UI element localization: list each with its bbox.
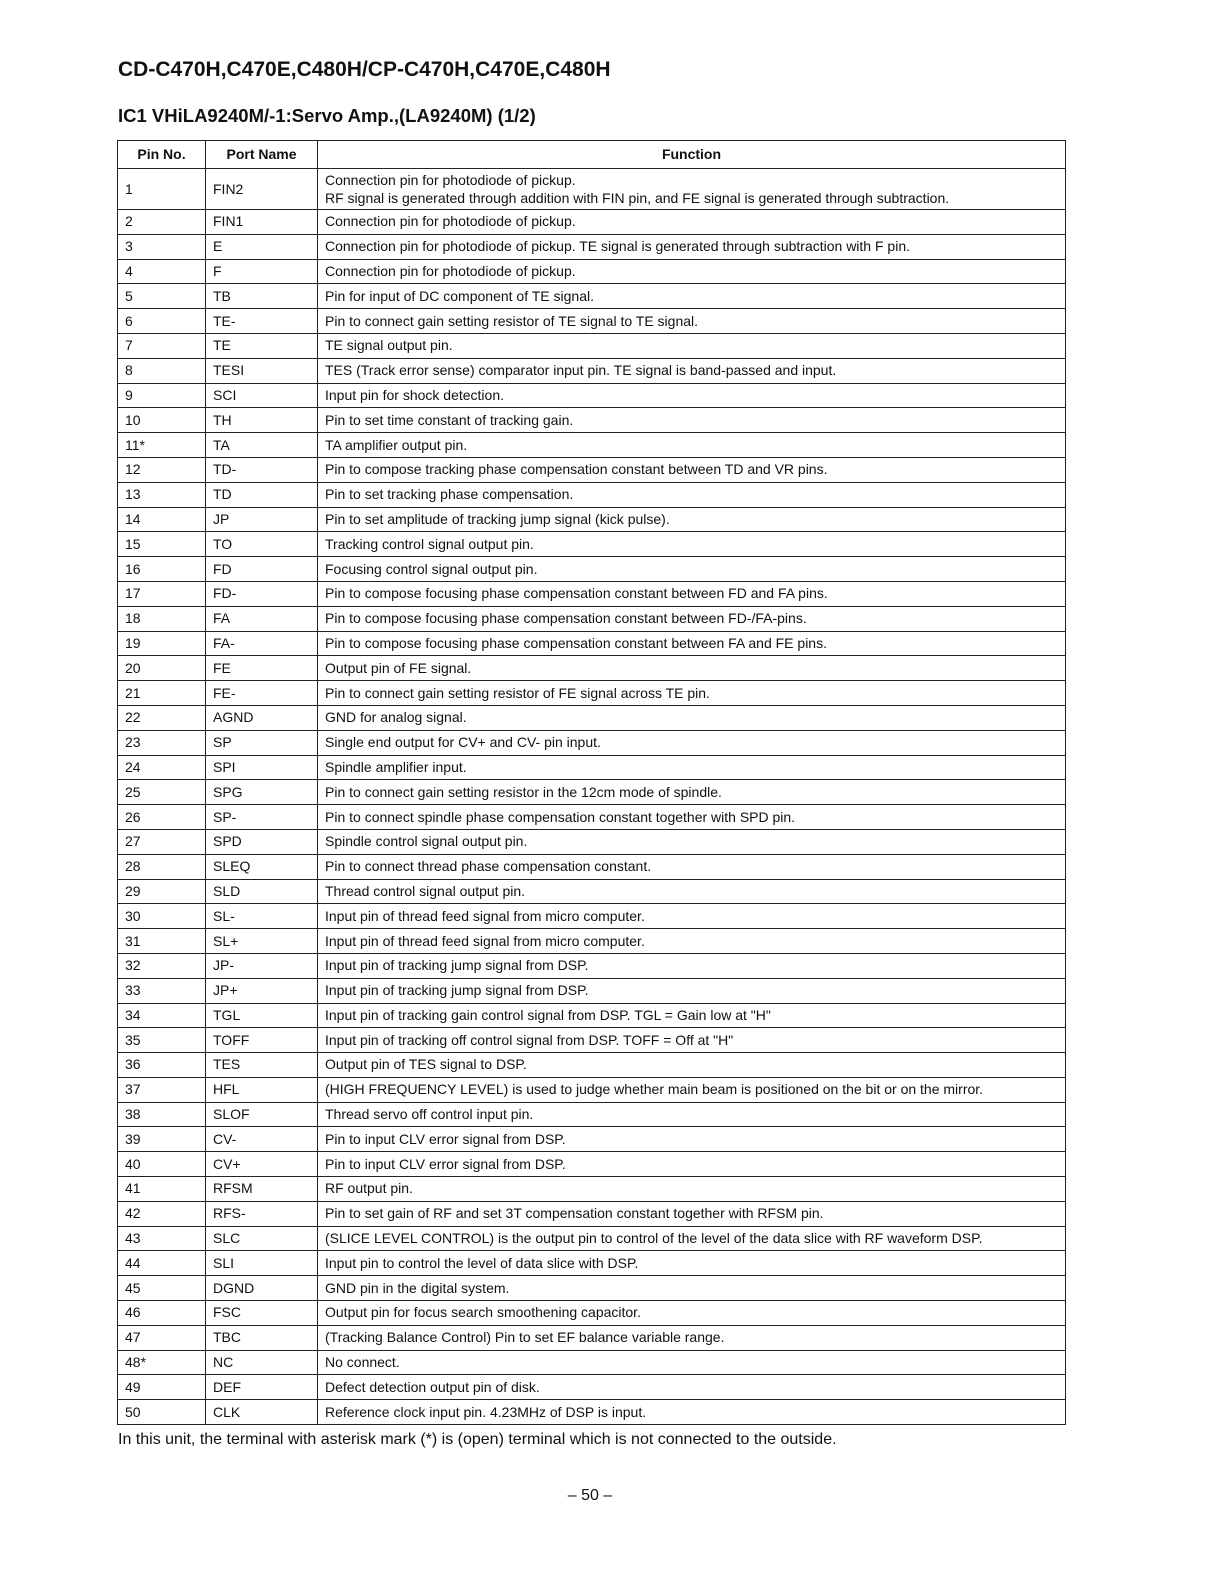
function-cell: Focusing control signal output pin. xyxy=(318,557,1066,582)
table-row xyxy=(118,730,1066,755)
table-row xyxy=(118,1127,1066,1152)
pin-number-cell: 43 xyxy=(118,1226,206,1251)
port-name-cell: TD xyxy=(206,482,318,507)
port-name-cell: TH xyxy=(206,408,318,433)
function-line: Connection pin for photodiode of pickup. xyxy=(325,172,576,188)
table-row xyxy=(118,681,1066,706)
function-cell: Input pin of tracking off control signal from DSP. TOFF = Off at "H" xyxy=(318,1028,1066,1053)
port-name-cell: FA- xyxy=(206,631,318,656)
table-row xyxy=(118,383,1066,408)
pin-number-cell: 4 xyxy=(118,259,206,284)
pin-number-cell: 2 xyxy=(118,210,206,235)
function-cell: Pin to set gain of RF and set 3T compensation constant together with RFSM pin. xyxy=(318,1201,1066,1226)
port-name-cell: SCI xyxy=(206,383,318,408)
function-cell: Spindle amplifier input. xyxy=(318,755,1066,780)
table-row xyxy=(118,879,1066,904)
port-name-cell: JP- xyxy=(206,953,318,978)
pin-number-cell: 46 xyxy=(118,1301,206,1326)
pin-number-cell: 10 xyxy=(118,408,206,433)
function-cell: Input pin of tracking jump signal from DSP. xyxy=(318,953,1066,978)
header-pin-no: Pin No. xyxy=(118,141,206,169)
pin-number-cell: 34 xyxy=(118,1003,206,1028)
function-cell: Pin to compose tracking phase compensation constant between TD and VR pins. xyxy=(318,457,1066,482)
port-name-cell: FSC xyxy=(206,1301,318,1326)
function-cell: Input pin of thread feed signal from micro computer. xyxy=(318,904,1066,929)
table-row xyxy=(118,358,1066,383)
pin-number-cell: 12 xyxy=(118,457,206,482)
function-cell: GND for analog signal. xyxy=(318,705,1066,730)
pin-number-cell: 35 xyxy=(118,1028,206,1053)
table-row xyxy=(118,755,1066,780)
port-name-cell: FE- xyxy=(206,681,318,706)
header-port-name: Port Name xyxy=(206,141,318,169)
port-name-cell: TE xyxy=(206,333,318,358)
pin-number-cell: 47 xyxy=(118,1325,206,1350)
function-cell: Pin to set time constant of tracking gain. xyxy=(318,408,1066,433)
port-name-cell: AGND xyxy=(206,705,318,730)
pin-number-cell: 44 xyxy=(118,1251,206,1276)
function-cell: Pin to connect thread phase compensation constant. xyxy=(318,854,1066,879)
table-row xyxy=(118,854,1066,879)
pin-number-cell: 26 xyxy=(118,805,206,830)
port-name-cell: SL- xyxy=(206,904,318,929)
port-name-cell: NC xyxy=(206,1350,318,1375)
footnote: In this unit, the terminal with asterisk mark (*) is (open) terminal which is not connected to the outside. xyxy=(118,1431,837,1448)
function-cell: Defect detection output pin of disk. xyxy=(318,1375,1066,1400)
function-cell: Input pin of thread feed signal from micro computer. xyxy=(318,929,1066,954)
table-row xyxy=(118,929,1066,954)
pin-number-cell: 6 xyxy=(118,309,206,334)
port-name-cell: RFSM xyxy=(206,1177,318,1202)
port-name-cell: SLD xyxy=(206,879,318,904)
port-name-cell: SLEQ xyxy=(206,854,318,879)
port-name-cell: JP+ xyxy=(206,978,318,1003)
pin-number-cell: 11* xyxy=(118,433,206,458)
pin-number-cell: 32 xyxy=(118,953,206,978)
port-name-cell: F xyxy=(206,259,318,284)
port-name-cell: SPG xyxy=(206,780,318,805)
port-name-cell: SL+ xyxy=(206,929,318,954)
pin-number-cell: 19 xyxy=(118,631,206,656)
function-cell: Pin to input CLV error signal from DSP. xyxy=(318,1152,1066,1177)
function-line: RF signal is generated through addition with FIN pin, and FE signal is generated through subtraction. xyxy=(325,190,950,206)
function-cell: TES (Track error sense) comparator input pin. TE signal is band-passed and input. xyxy=(318,358,1066,383)
table-row xyxy=(118,631,1066,656)
pin-number-cell: 13 xyxy=(118,482,206,507)
port-name-cell: JP xyxy=(206,507,318,532)
pin-number-cell: 40 xyxy=(118,1152,206,1177)
function-cell: TE signal output pin. xyxy=(318,333,1066,358)
port-name-cell: SPI xyxy=(206,755,318,780)
function-cell: Pin to set amplitude of tracking jump signal (kick pulse). xyxy=(318,507,1066,532)
port-name-cell: RFS- xyxy=(206,1201,318,1226)
pin-number-cell: 27 xyxy=(118,829,206,854)
port-name-cell: CV+ xyxy=(206,1152,318,1177)
table-row xyxy=(118,557,1066,582)
function-cell: Pin for input of DC component of TE signal. xyxy=(318,284,1066,309)
port-name-cell: FIN2 xyxy=(206,169,318,210)
function-cell: Pin to connect spindle phase compensation constant together with SPD pin. xyxy=(318,805,1066,830)
port-name-cell: SLOF xyxy=(206,1102,318,1127)
table-row xyxy=(118,259,1066,284)
table-row xyxy=(118,1400,1066,1425)
table-row xyxy=(118,284,1066,309)
table-row xyxy=(118,606,1066,631)
function-cell: Input pin of tracking gain control signal from DSP. TGL = Gain low at "H" xyxy=(318,1003,1066,1028)
port-name-cell: HFL xyxy=(206,1077,318,1102)
table-row xyxy=(118,1226,1066,1251)
function-cell: Pin to connect gain setting resistor of FE signal across TE pin. xyxy=(318,681,1066,706)
pin-number-cell: 15 xyxy=(118,532,206,557)
table-row xyxy=(118,169,1066,210)
table-row xyxy=(118,1102,1066,1127)
table-body xyxy=(118,169,1066,1425)
function-cell: Thread servo off control input pin. xyxy=(318,1102,1066,1127)
table-row xyxy=(118,1276,1066,1301)
function-cell: Reference clock input pin. 4.23MHz of DSP is input. xyxy=(318,1400,1066,1425)
pin-number-cell: 42 xyxy=(118,1201,206,1226)
function-cell xyxy=(318,169,1066,210)
pin-number-cell: 17 xyxy=(118,581,206,606)
port-name-cell: DEF xyxy=(206,1375,318,1400)
table-row xyxy=(118,532,1066,557)
function-cell: Input pin for shock detection. xyxy=(318,383,1066,408)
table-row xyxy=(118,1003,1066,1028)
pin-number-cell: 3 xyxy=(118,234,206,259)
port-name-cell: CV- xyxy=(206,1127,318,1152)
port-name-cell: FIN1 xyxy=(206,210,318,235)
port-name-cell: TO xyxy=(206,532,318,557)
table-row xyxy=(118,210,1066,235)
function-cell: Pin to set tracking phase compensation. xyxy=(318,482,1066,507)
table-row xyxy=(118,309,1066,334)
table-row xyxy=(118,457,1066,482)
pin-number-cell: 16 xyxy=(118,557,206,582)
table-row xyxy=(118,482,1066,507)
header-function: Function xyxy=(318,141,1066,169)
port-name-cell: TBC xyxy=(206,1325,318,1350)
port-name-cell: CLK xyxy=(206,1400,318,1425)
function-cell: (Tracking Balance Control) Pin to set EF balance variable range. xyxy=(318,1325,1066,1350)
pin-number-cell: 45 xyxy=(118,1276,206,1301)
pin-function-table xyxy=(117,140,1066,1425)
pin-number-cell: 33 xyxy=(118,978,206,1003)
table-row xyxy=(118,433,1066,458)
port-name-cell: TE- xyxy=(206,309,318,334)
table-row xyxy=(118,805,1066,830)
pin-number-cell: 41 xyxy=(118,1177,206,1202)
function-cell: (HIGH FREQUENCY LEVEL) is used to judge whether main beam is positioned on the bit or on the mirror. xyxy=(318,1077,1066,1102)
port-name-cell: SPD xyxy=(206,829,318,854)
table-row xyxy=(118,1053,1066,1078)
function-cell: TA amplifier output pin. xyxy=(318,433,1066,458)
function-cell: Thread control signal output pin. xyxy=(318,879,1066,904)
table-row xyxy=(118,1251,1066,1276)
function-cell: Pin to connect gain setting resistor in the 12cm mode of spindle. xyxy=(318,780,1066,805)
pin-number-cell: 7 xyxy=(118,333,206,358)
pin-number-cell: 37 xyxy=(118,1077,206,1102)
table-row xyxy=(118,1325,1066,1350)
function-cell: Output pin of TES signal to DSP. xyxy=(318,1053,1066,1078)
table-row xyxy=(118,1301,1066,1326)
function-cell: Output pin for focus search smoothening capacitor. xyxy=(318,1301,1066,1326)
function-cell: (SLICE LEVEL CONTROL) is the output pin to control of the level of the data slice with RF waveform DSP. xyxy=(318,1226,1066,1251)
table-row xyxy=(118,1028,1066,1053)
function-cell: Output pin of FE signal. xyxy=(318,656,1066,681)
function-cell: Pin to input CLV error signal from DSP. xyxy=(318,1127,1066,1152)
model-title: CD-C470H,C470E,C480H/CP-C470H,C470E,C480H xyxy=(118,58,611,81)
function-cell: Single end output for CV+ and CV- pin input. xyxy=(318,730,1066,755)
port-name-cell: SP- xyxy=(206,805,318,830)
function-cell: RF output pin. xyxy=(318,1177,1066,1202)
pin-number-cell: 14 xyxy=(118,507,206,532)
port-name-cell: FD xyxy=(206,557,318,582)
function-cell: Pin to connect gain setting resistor of TE signal to TE signal. xyxy=(318,309,1066,334)
table-header-row xyxy=(118,141,1066,169)
pin-number-cell: 31 xyxy=(118,929,206,954)
function-cell: Pin to compose focusing phase compensation constant between FA and FE pins. xyxy=(318,631,1066,656)
port-name-cell: DGND xyxy=(206,1276,318,1301)
table-row xyxy=(118,904,1066,929)
pin-number-cell: 50 xyxy=(118,1400,206,1425)
table-row xyxy=(118,507,1066,532)
table-row xyxy=(118,333,1066,358)
function-cell: Input pin to control the level of data slice with DSP. xyxy=(318,1251,1066,1276)
pin-number-cell: 22 xyxy=(118,705,206,730)
table-row xyxy=(118,1177,1066,1202)
pin-number-cell: 8 xyxy=(118,358,206,383)
table-row xyxy=(118,1375,1066,1400)
function-cell: No connect. xyxy=(318,1350,1066,1375)
pin-number-cell: 24 xyxy=(118,755,206,780)
port-name-cell: TB xyxy=(206,284,318,309)
table-row xyxy=(118,1077,1066,1102)
table-row xyxy=(118,1152,1066,1177)
pin-number-cell: 29 xyxy=(118,879,206,904)
table-row xyxy=(118,581,1066,606)
pin-number-cell: 49 xyxy=(118,1375,206,1400)
ic-title: IC1 VHiLA9240M/-1:Servo Amp.,(LA9240M) (1/2) xyxy=(118,105,536,126)
port-name-cell: E xyxy=(206,234,318,259)
table-row xyxy=(118,705,1066,730)
function-cell: Connection pin for photodiode of pickup. xyxy=(318,259,1066,284)
function-cell: Pin to compose focusing phase compensation constant between FD and FA pins. xyxy=(318,581,1066,606)
pin-number-cell: 18 xyxy=(118,606,206,631)
page-number: – 50 – xyxy=(567,1487,613,1504)
pin-number-cell: 28 xyxy=(118,854,206,879)
table-row xyxy=(118,1201,1066,1226)
pin-number-cell: 23 xyxy=(118,730,206,755)
pin-number-cell: 9 xyxy=(118,383,206,408)
function-cell: Pin to compose focusing phase compensation constant between FD-/FA-pins. xyxy=(318,606,1066,631)
pin-number-cell: 25 xyxy=(118,780,206,805)
pin-number-cell: 1 xyxy=(118,169,206,210)
pin-number-cell: 21 xyxy=(118,681,206,706)
function-cell: Input pin of tracking jump signal from DSP. xyxy=(318,978,1066,1003)
table-row xyxy=(118,234,1066,259)
table-row xyxy=(118,829,1066,854)
pin-number-cell: 20 xyxy=(118,656,206,681)
port-name-cell: TES xyxy=(206,1053,318,1078)
function-cell: Spindle control signal output pin. xyxy=(318,829,1066,854)
pin-number-cell: 48* xyxy=(118,1350,206,1375)
port-name-cell: TOFF xyxy=(206,1028,318,1053)
pin-number-cell: 30 xyxy=(118,904,206,929)
function-cell: GND pin in the digital system. xyxy=(318,1276,1066,1301)
pin-number-cell: 5 xyxy=(118,284,206,309)
port-name-cell: FA xyxy=(206,606,318,631)
table-row xyxy=(118,408,1066,433)
function-cell: Connection pin for photodiode of pickup. xyxy=(318,210,1066,235)
port-name-cell: FD- xyxy=(206,581,318,606)
table-row xyxy=(118,1350,1066,1375)
pin-number-cell: 36 xyxy=(118,1053,206,1078)
function-cell: Tracking control signal output pin. xyxy=(318,532,1066,557)
function-cell: Connection pin for photodiode of pickup. TE signal is generated through subtraction with F pin. xyxy=(318,234,1066,259)
table-row xyxy=(118,780,1066,805)
table-row xyxy=(118,656,1066,681)
port-name-cell: FE xyxy=(206,656,318,681)
port-name-cell: SP xyxy=(206,730,318,755)
pin-number-cell: 38 xyxy=(118,1102,206,1127)
port-name-cell: TESI xyxy=(206,358,318,383)
port-name-cell: TD- xyxy=(206,457,318,482)
port-name-cell: TGL xyxy=(206,1003,318,1028)
pin-number-cell: 39 xyxy=(118,1127,206,1152)
table-row xyxy=(118,953,1066,978)
table-row xyxy=(118,978,1066,1003)
port-name-cell: TA xyxy=(206,433,318,458)
port-name-cell: SLC xyxy=(206,1226,318,1251)
port-name-cell: SLI xyxy=(206,1251,318,1276)
